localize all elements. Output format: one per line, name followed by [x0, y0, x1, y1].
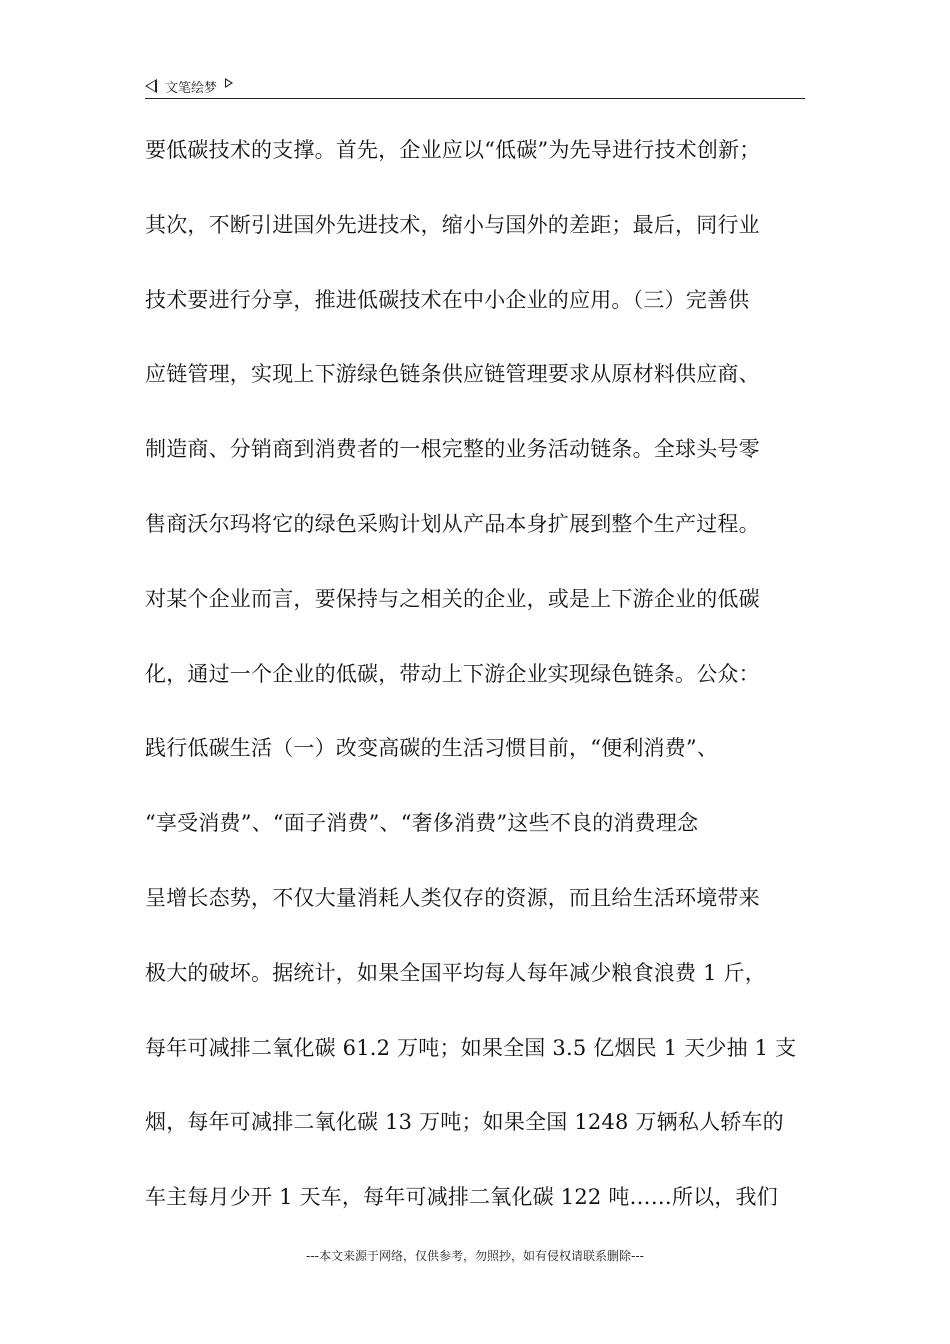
- body-line: “享受消费”、“面子消费”、“奢侈消费”这些不良的消费理念: [145, 811, 699, 836]
- body-line: 对某个企业而言，要保持与之相关的企业，或是上下游企业的低碳: [145, 586, 760, 611]
- body-line: 呈增长态势，不仅大量消耗人类仅存的资源，而且给生活环境带来: [145, 885, 760, 910]
- body-text: [145, 132, 810, 1254]
- header-title: 文笔绘梦: [165, 80, 218, 96]
- body-line: 要低碳技术的支撑。首先，企业应以“低碳”为先导进行技术创新；: [145, 138, 761, 162]
- body-line: 车主每月少开 1 天车，每年可减排二氧化碳 122 吨……所以，我们: [145, 1185, 778, 1210]
- body-line: 每年可减排二氧化碳 61.2 万吨；如果全国 3.5 亿烟民 1 天少抽 1 支: [145, 1035, 797, 1060]
- page-header: [145, 74, 805, 99]
- footer-notice: ---本文来源于网络，仅供参考，勿照抄，如有侵权请联系删除---: [306, 1249, 644, 1263]
- body-line: 应链管理，实现上下游绿色链条供应链管理要求从原材料供应商、: [145, 362, 760, 387]
- body-line: 烟，每年可减排二氧化碳 13 万吨；如果全国 1248 万辆私人轿车的: [145, 1110, 784, 1135]
- body-line: 其次，不断引进国外先进技术，缩小与国外的差距；最后，同行业: [145, 212, 760, 237]
- triangle-right-icon: [225, 78, 233, 88]
- body-line: 售商沃尔玛将它的绿色采购计划从产品本身扩展到整个生产过程。: [145, 511, 760, 536]
- body-line: 技术要进行分享，推进低碳技术在中小企业的应用。（三）完善供: [145, 287, 750, 312]
- body-line: 践行低碳生活（一）改变高碳的生活习惯目前，“便利消费”、: [145, 736, 719, 761]
- body-line: 制造商、分销商到消费者的一根完整的业务活动链条。全球头号零: [145, 437, 760, 462]
- triangle-left-icon: [145, 79, 157, 93]
- body-line: 化，通过一个企业的低碳，带动上下游企业实现绿色链条。公众：: [145, 661, 760, 686]
- body-line: 极大的破坏。据统计，如果全国平均每人每年减少粮食浪费 1 斤，: [145, 960, 766, 985]
